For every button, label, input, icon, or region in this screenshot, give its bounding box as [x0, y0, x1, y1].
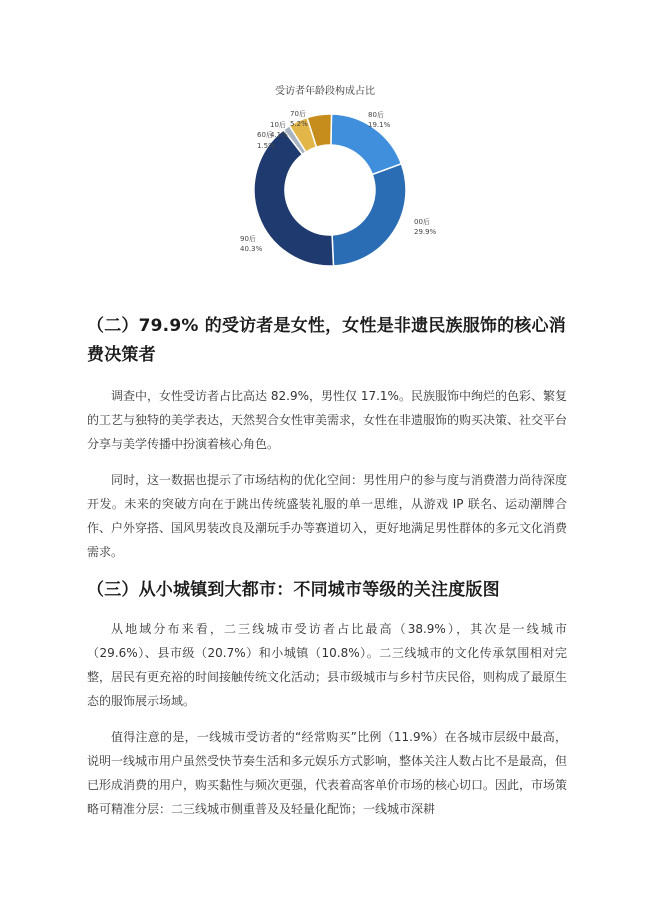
- label-70-pct: 5.2%: [290, 120, 308, 128]
- label-10-name: 10后: [270, 121, 286, 129]
- label-60-name: 60后: [257, 131, 273, 139]
- label-90-pct: 40.3%: [240, 245, 263, 253]
- label-70-name: 70后: [290, 110, 306, 118]
- label-00-pct: 29.9%: [414, 228, 437, 236]
- label-00-name: 00后: [414, 218, 430, 226]
- label-10-pct: 4.1%: [270, 131, 288, 139]
- donut-labels: [0, 0, 650, 300]
- section-2-heading: （二）79.9% 的受访者是女性，女性是非遗民族服饰的核心消费决策者: [87, 316, 566, 365]
- chart-title: 受访者年龄段构成占比: [275, 86, 375, 97]
- section-2-paragraph-1: 调查中，女性受访者占比高达 82.9%，男性仅 17.1%。民族服饰中绚烂的色彩、繁复的工艺与独特的美学表达，天然契合女性审美需求，女性在非遗服饰的购买决策、社交平台分享与美学传播中扮演着核心角色。: [87, 389, 568, 451]
- section-3-heading: （三）从小城镇到大都市：不同城市等级的关注度版图: [87, 580, 500, 600]
- label-80-pct: 19.1%: [368, 121, 391, 129]
- section-3-paragraph-1: 从地域分布来看，二三线城市受访者占比最高（38.9%），其次是一线城市（29.6%）、县市级（20.7%）和小城镇（10.8%）。二三线城市的文化传承氛围相对完整，居民有更充裕的时间接触传统文化活动；县市级城市与乡村节庆民俗，则构成了最原生态的服饰展示场域。: [87, 622, 568, 708]
- section-2: [87, 312, 567, 564]
- section-3: [87, 576, 567, 821]
- label-90-name: 90后: [240, 235, 256, 243]
- document-body: [87, 312, 567, 833]
- label-80-name: 80后: [368, 111, 384, 119]
- label-60-pct: 1.5%: [257, 142, 275, 150]
- section-2-paragraph-2: 同时，这一数据也提示了市场结构的优化空间：男性用户的参与度与消费潜力尚待深度开发。未来的突破方向在于跳出传统盛装礼服的单一思维，从游戏 IP 联名、运动潮牌合作、户外穿搭、国风男装改良及潮玩手办等赛道切入，更好地满足男性群体的多元文化消费需求。: [87, 473, 568, 559]
- section-3-paragraph-2: 值得注意的是，一线城市受访者的“经常购买”比例（11.9%）在各城市层级中最高，说明一线城市用户虽然受快节奏生活和多元娱乐方式影响，整体关注人数占比不是最高，但已形成消费的用户，购买黏性与频次更强，代表着高客单价市场的核心切口。因此，市场策略可精准分层：二三线城市侧重普及及轻量化配饰；一线城市深耕: [87, 730, 568, 816]
